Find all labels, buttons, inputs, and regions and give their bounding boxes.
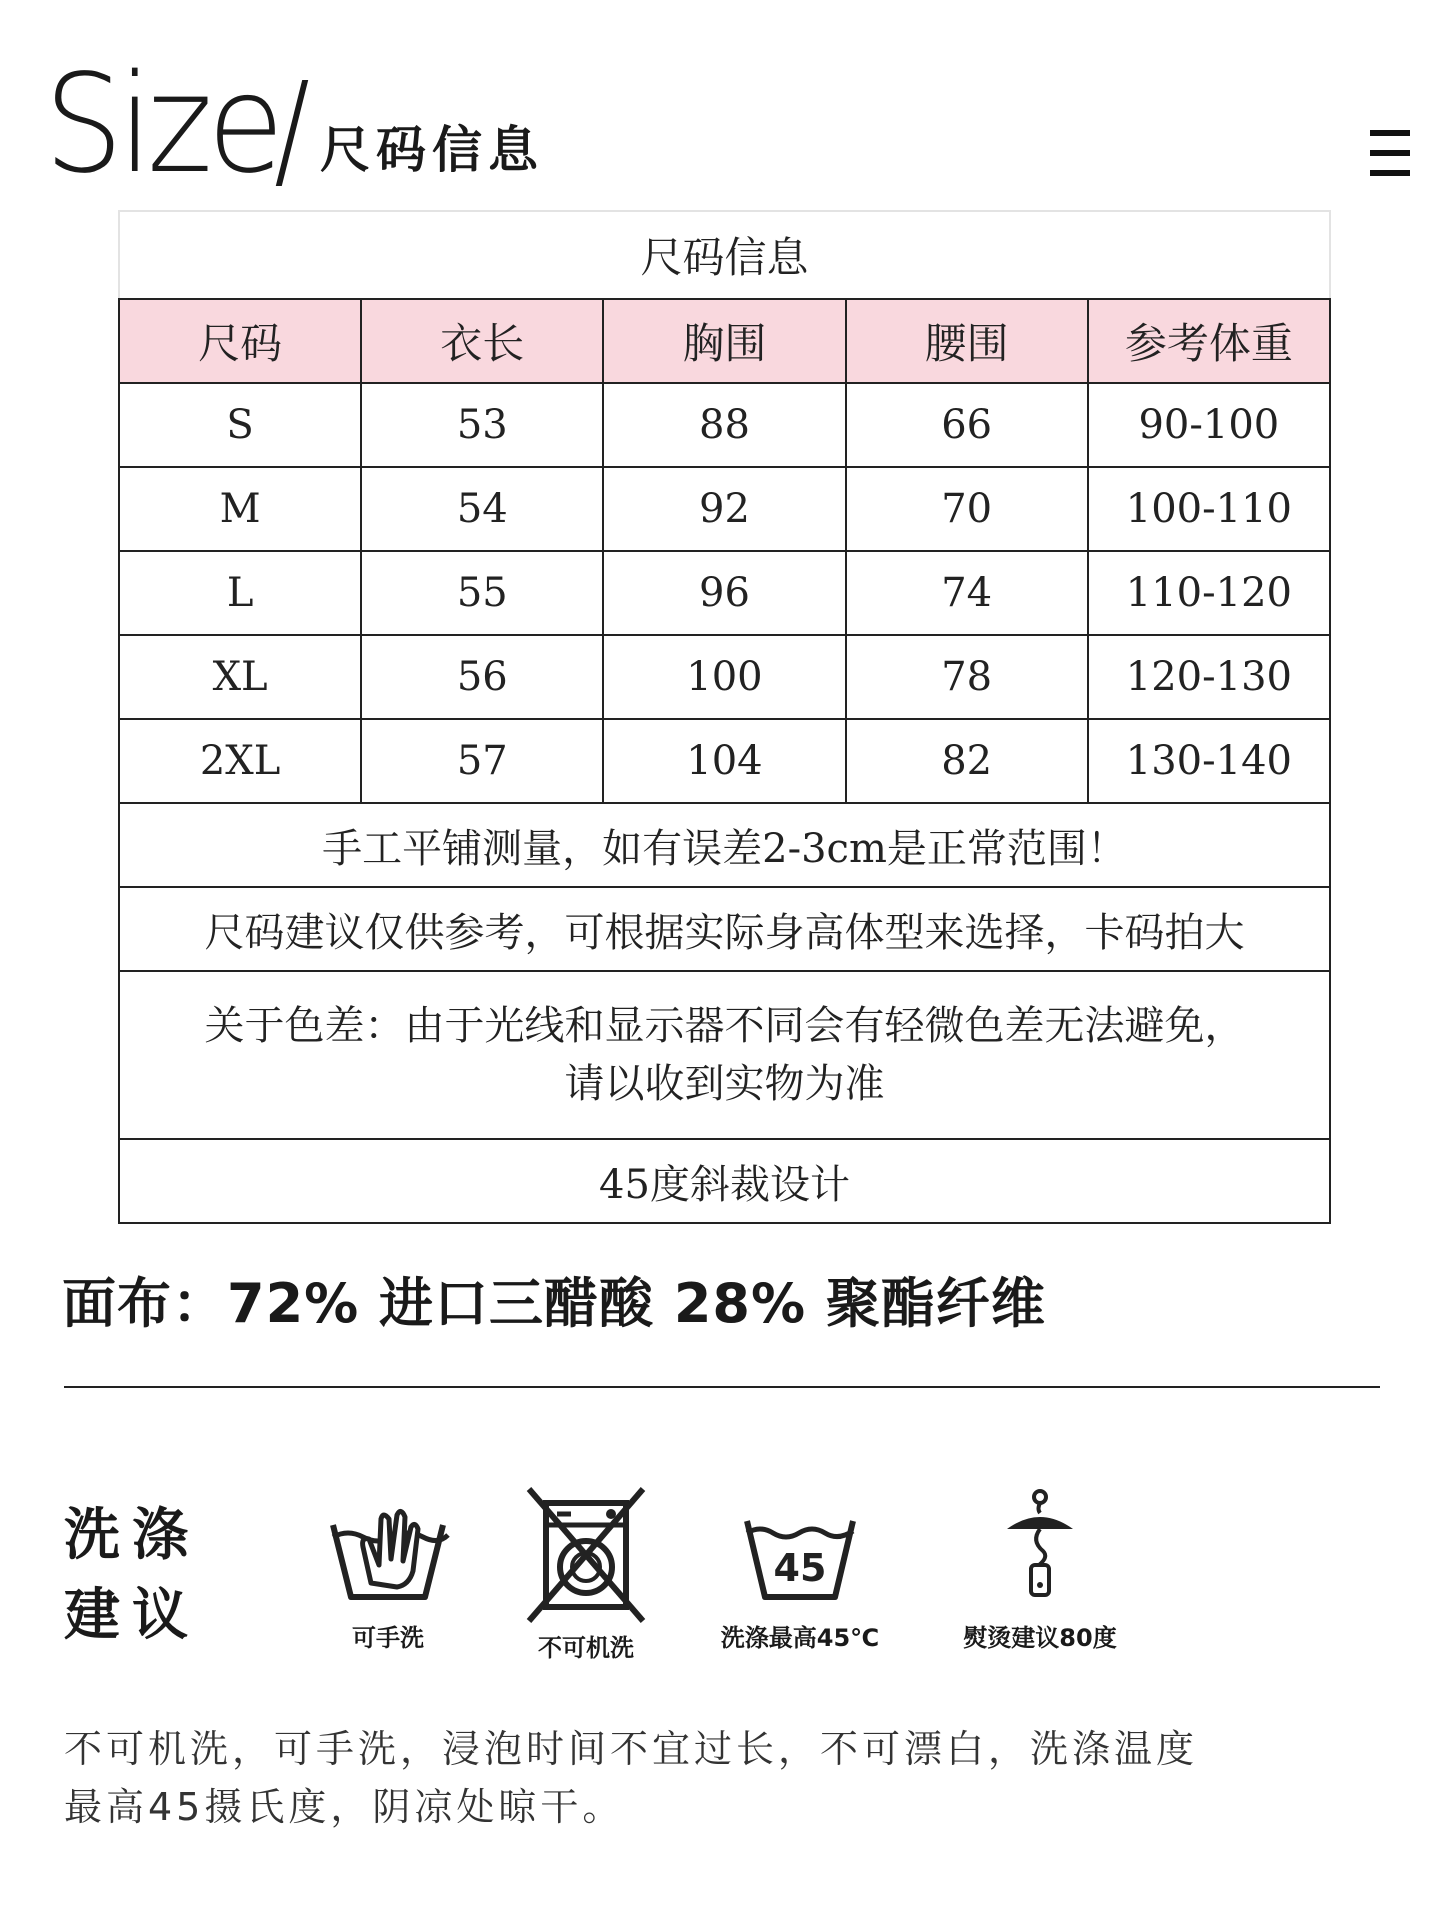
title-slash — [276, 80, 308, 186]
cell-bust: 100 — [603, 635, 845, 719]
size-advice-note: 尺码建议仅供参考，可根据实际身高体型来选择，卡码拍大 — [119, 887, 1330, 971]
care-label: 熨烫建议80度 — [963, 1624, 1117, 1652]
care-no-machine-wash — [486, 1485, 686, 1663]
cell-length: 54 — [361, 467, 603, 551]
bias-cut-note: 45度斜裁设计 — [119, 1139, 1330, 1223]
wash-title-line1: 洗涤 — [64, 1503, 200, 1568]
no-machine-wash-icon — [521, 1485, 651, 1625]
cell-length: 57 — [361, 719, 603, 803]
header-length: 衣长 — [361, 299, 603, 383]
wash-title — [64, 1496, 214, 1656]
care-hand-wash — [288, 1485, 488, 1653]
header-bust: 胸围 — [603, 299, 845, 383]
table-title: 尺码信息 — [119, 211, 1330, 299]
table-row — [119, 551, 1330, 635]
cell-weight: 110-120 — [1088, 551, 1330, 635]
cell-weight: 100-110 — [1088, 467, 1330, 551]
table-row — [119, 719, 1330, 803]
cell-waist: 78 — [846, 635, 1088, 719]
table-row — [119, 383, 1330, 467]
color-note-line2: 请以收到实物为准 — [564, 1061, 885, 1107]
section-divider — [64, 1386, 1380, 1388]
wash-temp-text: 45 — [773, 1546, 827, 1590]
iron-icon — [975, 1485, 1105, 1615]
cell-length: 53 — [361, 383, 603, 467]
wash-description — [64, 1720, 1264, 1836]
cell-bust: 104 — [603, 719, 845, 803]
header-waist: 腰围 — [846, 299, 1088, 383]
table-row — [119, 467, 1330, 551]
header-size: 尺码 — [119, 299, 361, 383]
cell-size: L — [119, 551, 361, 635]
table-row — [119, 635, 1330, 719]
wash-title-line2: 建议 — [64, 1583, 200, 1648]
care-iron — [940, 1485, 1140, 1653]
cell-waist: 82 — [846, 719, 1088, 803]
fabric-composition: 面布：72% 进口三醋酸 28% 聚酯纤维 — [62, 1272, 1046, 1335]
cell-waist: 66 — [846, 383, 1088, 467]
measure-note: 手工平铺测量，如有误差2-3cm是正常范围！ — [119, 803, 1330, 887]
care-wash-45 — [700, 1485, 900, 1653]
hand-wash-icon — [323, 1485, 453, 1615]
cell-length: 55 — [361, 551, 603, 635]
size-table — [118, 210, 1331, 1224]
care-label: 洗涤最高45℃ — [720, 1624, 880, 1652]
cell-size: M — [119, 467, 361, 551]
size-subtitle: 尺码信息 — [320, 121, 544, 179]
cell-bust: 88 — [603, 383, 845, 467]
cell-size: S — [119, 383, 361, 467]
cell-weight: 90-100 — [1088, 383, 1330, 467]
care-label: 不可机洗 — [538, 1634, 634, 1662]
header-weight: 参考体重 — [1088, 299, 1330, 383]
cell-weight: 120-130 — [1088, 635, 1330, 719]
wash-desc-line1: 不可机洗，可手洗，浸泡时间不宜过长，不可漂白，洗涤温度 — [64, 1727, 1199, 1771]
wash-desc-line2: 最高45摄氏度，阴凉处晾干。 — [64, 1785, 625, 1829]
menu-icon[interactable] — [1370, 130, 1410, 176]
cell-bust: 92 — [603, 467, 845, 551]
color-note-line1: 关于色差：由于光线和显示器不同会有轻微色差无法避免， — [204, 1003, 1245, 1049]
cell-bust: 96 — [603, 551, 845, 635]
page-header — [44, 46, 1424, 204]
cell-length: 56 — [361, 635, 603, 719]
cell-waist: 70 — [846, 467, 1088, 551]
cell-size: 2XL — [119, 719, 361, 803]
cell-waist: 74 — [846, 551, 1088, 635]
color-difference-note — [119, 971, 1330, 1139]
cell-size: XL — [119, 635, 361, 719]
cell-weight: 130-140 — [1088, 719, 1330, 803]
care-label: 可手洗 — [352, 1624, 424, 1652]
size-title: Size — [44, 46, 279, 204]
wash-45-icon — [735, 1485, 865, 1615]
table-header-row — [119, 299, 1330, 383]
